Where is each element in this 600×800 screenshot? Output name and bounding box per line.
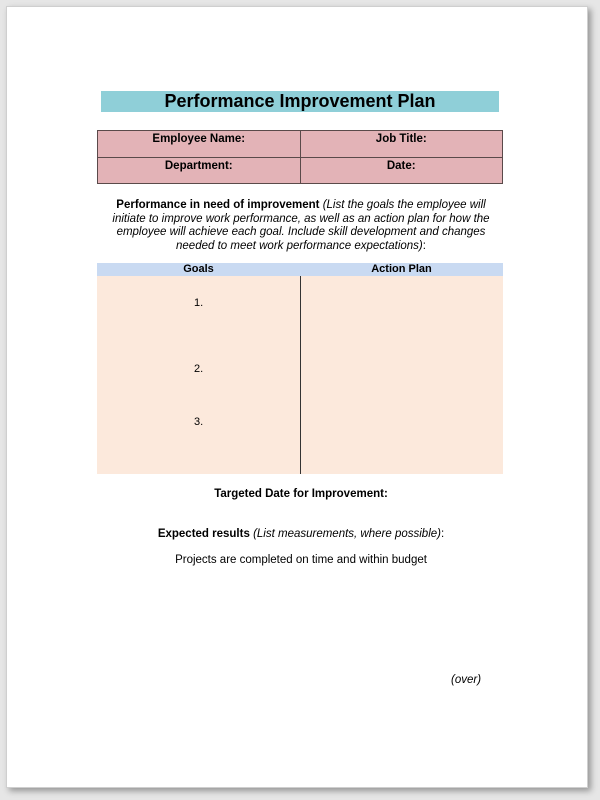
action-plan-header: Action Plan: [300, 263, 503, 276]
employee-info-table: [97, 130, 503, 184]
document-page: [6, 6, 588, 788]
action-plan-cell[interactable]: [300, 276, 503, 474]
performance-lead: Performance in need of improvement: [116, 199, 320, 211]
goal-number-2: 2.: [194, 363, 204, 375]
employee-name-label[interactable]: Employee Name:: [98, 131, 301, 158]
expected-results-label: [99, 528, 503, 540]
goals-header: Goals: [97, 263, 300, 276]
performance-instructions: [99, 199, 503, 253]
expected-suffix: :: [440, 528, 445, 540]
targeted-date-label: Targeted Date for Improvement:: [214, 488, 388, 500]
goals-action-table: [97, 263, 503, 474]
footer-note: (over): [451, 674, 482, 686]
goal-number-3: 3.: [194, 416, 204, 428]
goal-number-1: 1.: [194, 297, 204, 309]
department-label[interactable]: Department:: [98, 157, 301, 184]
expected-result-text: Projects are completed on time and within budget: [175, 554, 427, 566]
goals-cell[interactable]: [97, 276, 300, 474]
expected-description: (List measurements, where possible): [253, 528, 441, 540]
performance-description: (List the goals the employee will initiate to improve work performance, as well as an action plan for how the employee will achieve each goal. Include skill development and changes needed to meet work performance expectations): [112, 199, 490, 252]
date-label[interactable]: Date:: [300, 157, 503, 184]
performance-suffix: :: [422, 239, 426, 252]
job-title-label[interactable]: Job Title:: [300, 131, 503, 158]
document-title: Performance Improvement Plan: [101, 91, 499, 112]
expected-lead: Expected results: [157, 528, 250, 540]
